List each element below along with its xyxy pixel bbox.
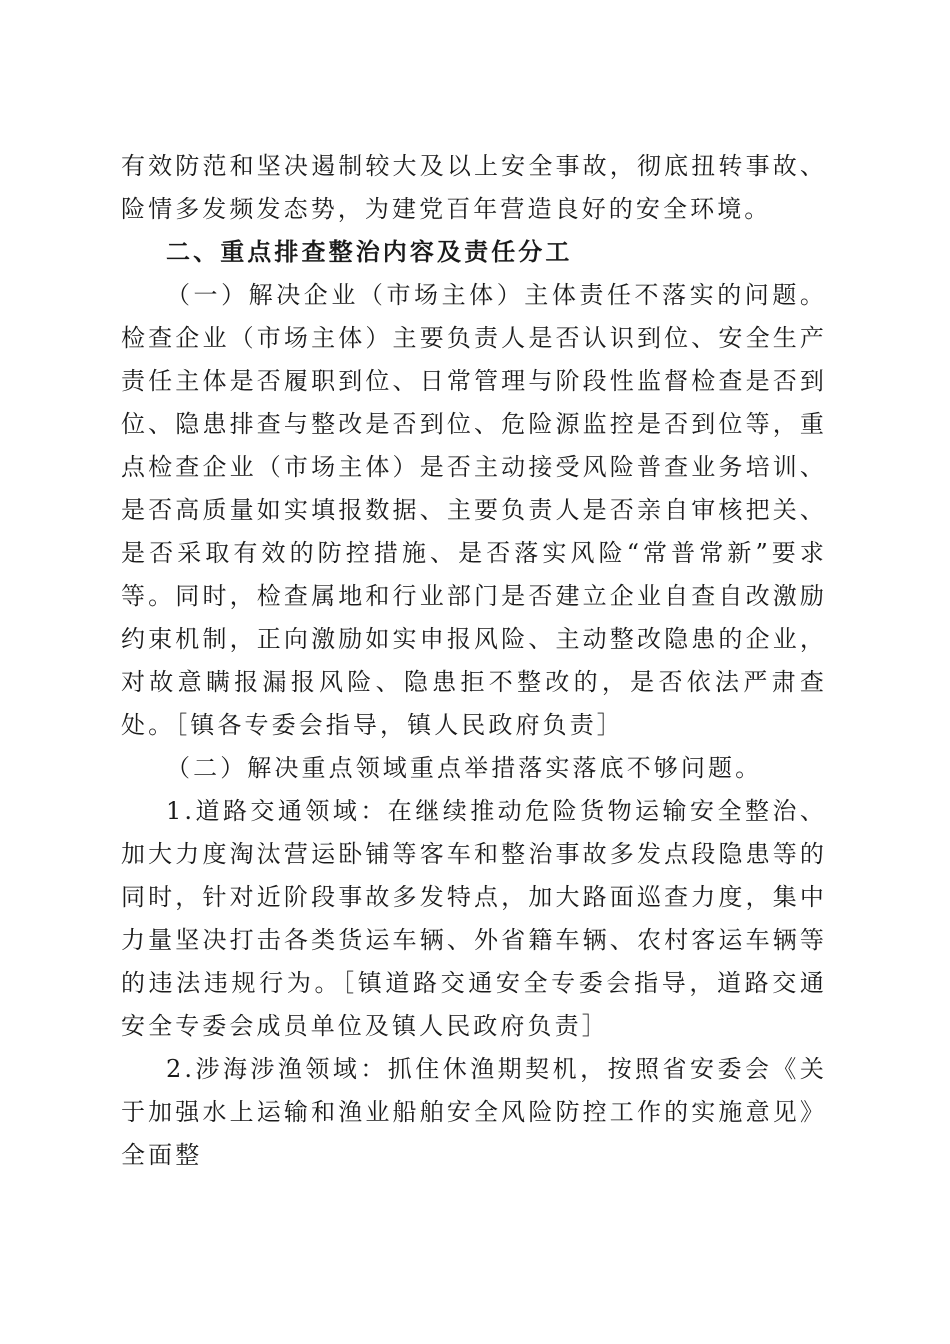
sub-item-1-paragraph: 1.道路交通领域：在继续推动危险货物运输安全整治、加大力度淘汰营运卧铺等客车和整治事故多发点段隐患等的同时，针对近阶段事故多发特点，加大路面巡查力度，集中力量坚决打击各类货运车辆、外省籍车辆、农村客运车辆等的违法违规行为。［镇道路交通安全专委会指导，道路交通安全专委会成员单位及镇人民政府负责］ (121, 797, 827, 1040)
item-2-lead: （二）解决重点领域重点举措落实落底不够问题。 (166, 754, 763, 782)
item-1-lead: （一）解决企业（市场主体）主体责任不落实的问题。 (166, 281, 827, 309)
document-page (121, 145, 827, 1177)
item-1-paragraph (121, 274, 827, 747)
item-2-paragraph (121, 747, 827, 790)
sub-item-2-paragraph: 2.涉海涉渔领域：抓住休渔期契机，按照省安委会《关于加强水上运输和渔业船舶安全风险防控工作的实施意见》全面整 (121, 1055, 827, 1169)
continuation-paragraph: 有效防范和坚决遏制较大及以上安全事故，彻底扭转事故、险情多发频发态势，为建党百年营造良好的安全环境。 (121, 152, 827, 223)
item-1-body: 检查企业（市场主体）主要负责人是否认识到位、安全生产责任主体是否履职到位、日常管理与阶段性监督检查是否到位、隐患排查与整改是否到位、危险源监控是否到位等，重点检查企业（市场主体）是否主动接受风险普查业务培训、是否高质量如实填报数据、主要负责人是否亲自审核把关、是否采取有效的防控措施、是否落实风险“常普常新”要求等。同时，检查属地和行业部门是否建立企业自查自改激励约束机制，正向激励如实申报风险、主动整改隐患的企业，对故意瞒报漏报风险、隐患拒不整改的，是否依法严肃查处。［镇各专委会指导，镇人民政府负责］ (121, 324, 827, 739)
section-heading: 二、重点排查整治内容及责任分工 (166, 238, 573, 266)
